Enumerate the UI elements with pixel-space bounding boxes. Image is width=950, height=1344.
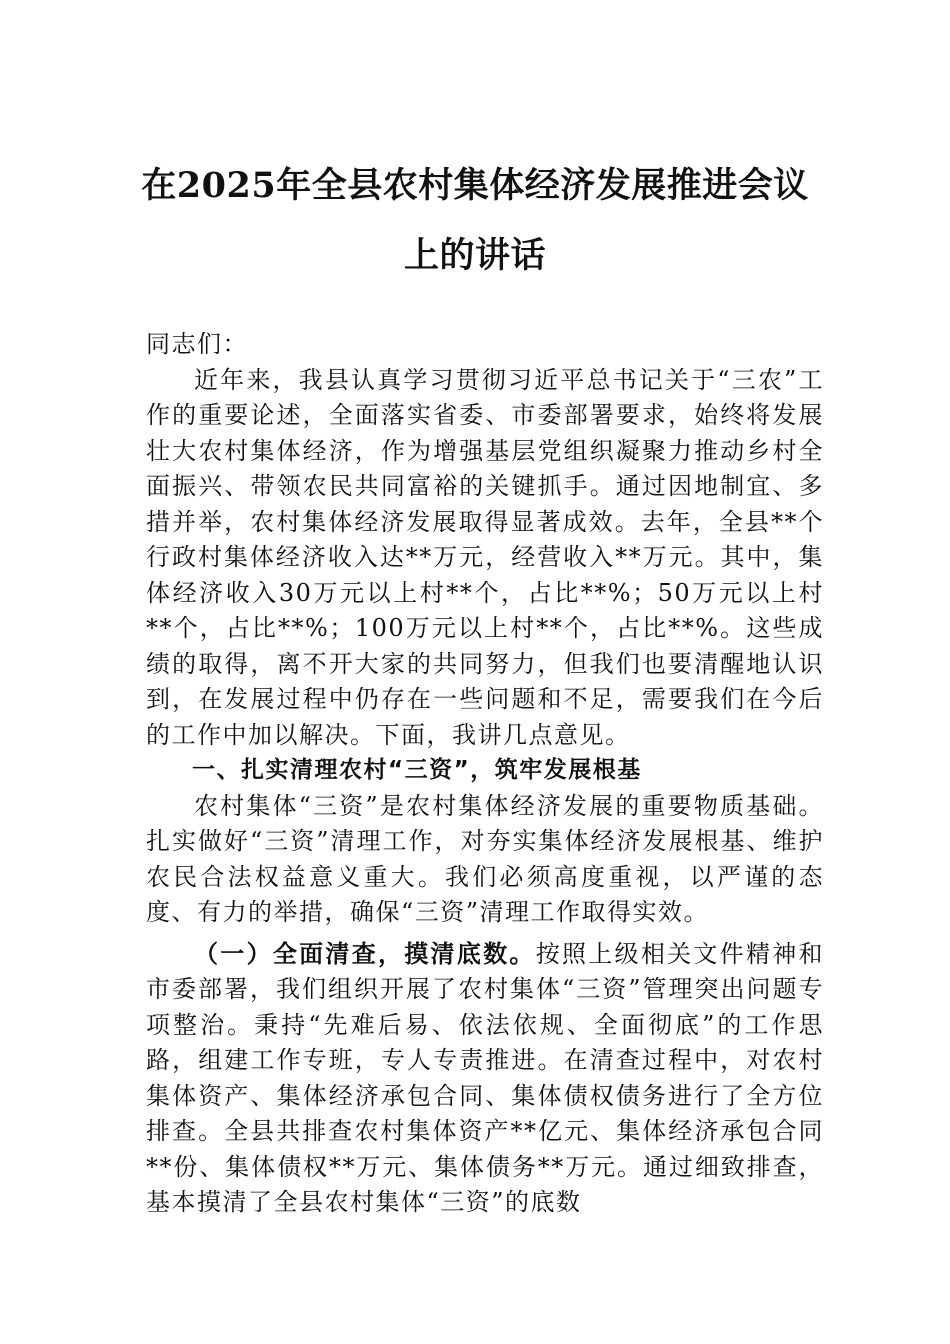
document-body xyxy=(146,327,824,1221)
subsection-1-lead: （一）全面清查，摸清底数。 xyxy=(194,938,536,968)
subsection-1-text: 按照上级相关文件精神和市委部署，我们组织开展了农村集体“三资”管理突出问题专项整治。秉持“先难后易、依法依规、全面彻底”的工作思路，组建工作专班，专人专责推进。在清查过程中，对农村集体资产、集体经济承包合同、集体债权债务进行了全方位排查。全县共排查农村集体资产**亿元、集体经济承包合同**份、集体债权**万元、集体债务**万元。通过细致排查，基本摸清了全县农村集体“三资”的底数 xyxy=(146,939,825,1216)
subsection-1-paragraph xyxy=(146,936,824,1221)
document-title-line-2: 上的讲话 xyxy=(403,235,546,276)
section-1-paragraph: 农村集体“三资”是农村集体经济发展的重要物质基础。扎实做好“三资”清理工作，对夯实集体经济发展根基、维护农民合法权益意义重大。我们必须高度重视，以严谨的态度、有力的举措，确保“三资”清理工作取得实效。 xyxy=(146,791,824,926)
section-1-heading: 一、扎实清理农村“三资”，筑牢发展根基 xyxy=(192,757,642,783)
intro-paragraph: 近年来，我县认真学习贯彻习近平总书记关于“三农”工作的重要论述，全面落实省委、市委部署要求，始终将发展壮大农村集体经济，作为增强基层党组织凝聚力推动乡村全面振兴、带领农民共同富裕的关键抓手。通过因地制宜、多措并举，农村集体经济发展取得显著成效。去年，全县**个行政村集体经济收入达**万元，经营收入**万元。其中，集体经济收入30万元以上村**个，占比**%；50万元以上村**个，占比**%；100万元以上村**个，占比**%。这些成绩的取得，离不开大家的共同努力，但我们也要清醒地认识到，在发展过程中仍存在一些问题和不足，需要我们在今后的工作中加以解决。下面，我讲几点意见。 xyxy=(146,365,824,749)
salutation: 同志们： xyxy=(146,330,248,358)
document-title-line-1: 在2025年全县农村集体经济发展推进会议 xyxy=(141,165,809,206)
